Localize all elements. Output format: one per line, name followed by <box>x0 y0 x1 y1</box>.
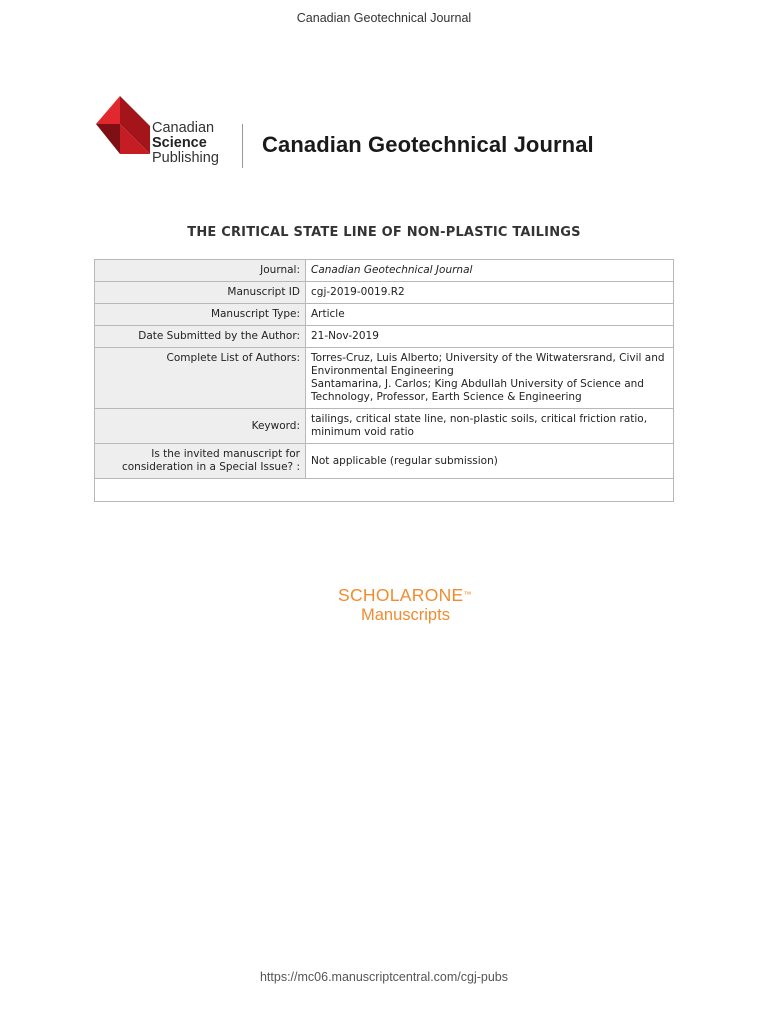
table-row <box>95 282 674 304</box>
manuscript-id-label: Manuscript ID <box>95 282 306 304</box>
author-entry: Torres-Cruz, Luis Alberto; University of the Witwatersrand, Civil and Environmental Engineering <box>311 352 665 377</box>
logo-divider <box>242 124 243 168</box>
keyword-value: tailings, critical state line, non-plastic soils, critical friction ratio, minimum void ratio <box>306 409 674 444</box>
authors-label: Complete List of Authors: <box>95 348 306 409</box>
table-row <box>95 260 674 282</box>
date-submitted-value: 21-Nov-2019 <box>306 326 674 348</box>
publisher-line-publishing: Publishing <box>152 150 219 166</box>
scholarone-wordmark <box>338 585 472 605</box>
keyword-label: Keyword: <box>95 409 306 444</box>
publisher-wordmark <box>152 121 219 166</box>
journal-label: Journal: <box>95 260 306 282</box>
special-issue-label: Is the invited manuscript for consideration in a Special Issue? : <box>95 444 306 479</box>
special-issue-value: Not applicable (regular submission) <box>306 444 674 479</box>
publisher-logo-icon <box>96 96 150 160</box>
trademark-symbol: ™ <box>463 590 472 599</box>
manuscript-type-label: Manuscript Type: <box>95 304 306 326</box>
table-row-empty <box>95 479 674 502</box>
table-row <box>95 304 674 326</box>
footer-url: https://mc06.manuscriptcentral.com/cgj-pubs <box>259 970 509 984</box>
journal-name: Canadian Geotechnical Journal <box>262 132 594 157</box>
table-row <box>95 409 674 444</box>
running-header: Canadian Geotechnical Journal <box>296 11 472 25</box>
paper-title: THE CRITICAL STATE LINE OF NON-PLASTIC TAILINGS <box>187 225 581 240</box>
publisher-line-canadian: Canadian <box>152 120 215 136</box>
manuscripts-text: Manuscripts <box>361 606 450 624</box>
table-row <box>95 444 674 479</box>
table-row <box>95 348 674 409</box>
manuscript-id-value: cgj-2019-0019.R2 <box>306 282 674 304</box>
authors-value <box>306 348 674 409</box>
author-entry: Santamarina, J. Carlos; King Abdullah University of Science and Technology, Professor, Earth Science & Engineering <box>311 378 644 403</box>
scholarone-text: SCHOLARONE <box>338 585 464 605</box>
journal-value: Canadian Geotechnical Journal <box>306 260 674 282</box>
date-submitted-label: Date Submitted by the Author: <box>95 326 306 348</box>
journal-masthead <box>96 96 616 172</box>
scholarone-logo <box>338 585 472 625</box>
table-row <box>95 326 674 348</box>
manuscript-details-table <box>94 259 674 502</box>
publisher-line-science: Science <box>152 135 207 151</box>
empty-cell <box>95 479 674 502</box>
manuscript-type-value: Article <box>306 304 674 326</box>
